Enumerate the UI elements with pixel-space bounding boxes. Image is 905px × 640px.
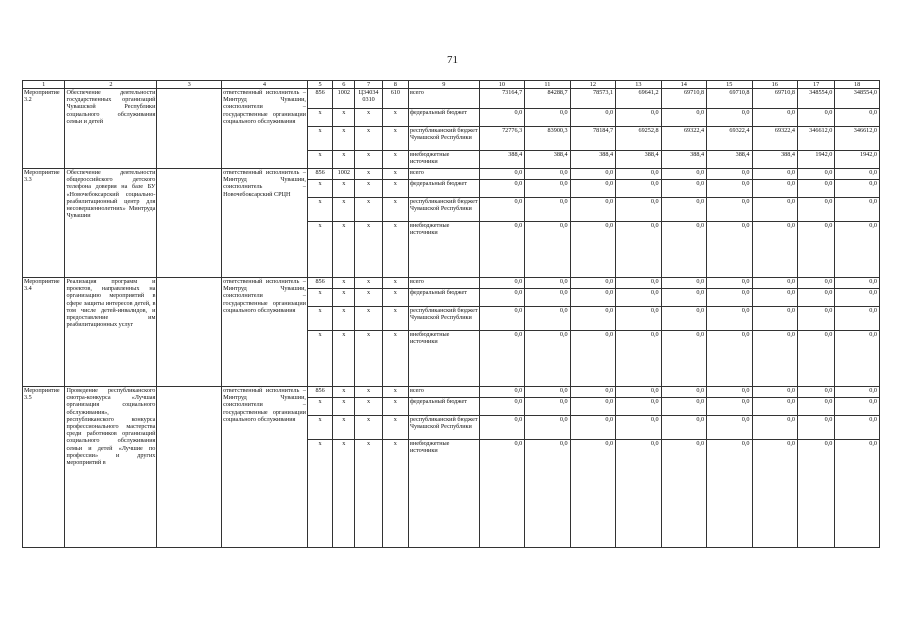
measure-executor: ответственный исполнитель – Минтруд Чувашии, соисполнители – государственные организации социального обслуживания [222,278,308,387]
year-amount: 0,0 [661,387,706,398]
code-grbs: x [307,109,332,127]
funding-source: федеральный бюджет [408,289,479,307]
year-amount: 0,0 [525,289,570,307]
year-amount: 0,0 [479,307,524,331]
column-number: 18 [835,81,880,89]
year-amount: 346612,0 [835,127,880,151]
year-amount: 348554,0 [835,89,880,109]
funding-source: всего [408,169,479,180]
code-target-article: x [355,398,382,416]
year-amount: 0,0 [797,180,834,198]
code-section: 1002 [333,89,355,109]
measure-executor: ответственный исполнитель – Минтруд Чувашии, соисполнители – государственные организации социального обслуживания [222,387,308,548]
year-amount: 0,0 [616,307,661,331]
code-grbs: x [307,398,332,416]
code-expense-group: x [382,387,408,398]
year-amount: 0,0 [835,398,880,416]
column-number: 1 [23,81,65,89]
code-grbs: x [307,416,332,440]
year-amount: 0,0 [797,198,834,222]
code-target-article: x [355,109,382,127]
year-amount: 84288,7 [525,89,570,109]
year-amount: 0,0 [752,169,797,180]
year-amount: 0,0 [616,278,661,289]
code-expense-group: x [382,416,408,440]
code-expense-group: x [382,289,408,307]
year-amount: 0,0 [797,440,834,548]
year-amount: 0,0 [525,109,570,127]
measure-executor: ответственный исполнитель – Минтруд Чувашии, соисполнитель – Новочебоксарский СРЦН [222,169,308,278]
code-expense-group: x [382,151,408,169]
code-section: x [333,109,355,127]
year-amount: 0,0 [835,440,880,548]
year-amount: 0,0 [616,331,661,387]
code-target-article: x [355,180,382,198]
funding-source: республиканский бюджет Чувашской Республики [408,416,479,440]
table-row [23,387,880,398]
year-amount: 0,0 [752,198,797,222]
year-amount: 0,0 [661,169,706,180]
table-row [23,278,880,289]
code-target-article: x [355,387,382,398]
column-number: 7 [355,81,382,89]
code-grbs: x [307,127,332,151]
measure-title: Обеспечение деятельности государственных организаций Чувашской Республики социального обслуживания семьи и детей [65,89,157,169]
column-number: 15 [707,81,752,89]
measure-col3 [157,387,222,548]
year-amount: 0,0 [707,398,752,416]
year-amount: 0,0 [479,416,524,440]
year-amount: 0,0 [835,222,880,278]
year-amount: 0,0 [525,169,570,180]
year-amount: 83900,3 [525,127,570,151]
funding-source: внебюджетные источники [408,331,479,387]
year-amount: 0,0 [616,387,661,398]
table-row [23,169,880,180]
funding-source: внебюджетные источники [408,440,479,548]
funding-source: всего [408,387,479,398]
year-amount: 0,0 [752,180,797,198]
year-amount: 0,0 [707,109,752,127]
year-amount: 0,0 [835,387,880,398]
code-grbs: x [307,440,332,548]
year-amount: 0,0 [616,416,661,440]
year-amount: 0,0 [570,416,615,440]
code-target-article: x [355,151,382,169]
code-grbs: x [307,180,332,198]
column-number: 6 [333,81,355,89]
year-amount: 388,4 [570,151,615,169]
year-amount: 0,0 [570,198,615,222]
code-grbs: x [307,151,332,169]
funding-source: федеральный бюджет [408,398,479,416]
year-amount: 0,0 [616,169,661,180]
measure-id: Мероприятие 3.5 [23,387,65,548]
code-grbs: x [307,198,332,222]
funding-source: республиканский бюджет Чувашской Республики [408,198,479,222]
year-amount: 69710,8 [661,89,706,109]
funding-source: республиканский бюджет Чувашской Республики [408,307,479,331]
year-amount: 0,0 [479,331,524,387]
year-amount: 0,0 [616,198,661,222]
year-amount: 0,0 [797,289,834,307]
code-expense-group: x [382,198,408,222]
year-amount: 0,0 [570,387,615,398]
year-amount: 0,0 [835,307,880,331]
year-amount: 0,0 [707,387,752,398]
year-amount: 0,0 [707,331,752,387]
year-amount: 1942,0 [835,151,880,169]
year-amount: 0,0 [479,109,524,127]
code-expense-group: x [382,222,408,278]
year-amount: 69322,4 [661,127,706,151]
year-amount: 0,0 [525,440,570,548]
year-amount: 0,0 [525,387,570,398]
year-amount: 0,0 [479,440,524,548]
funding-source: внебюджетные источники [408,222,479,278]
funding-source: всего [408,89,479,109]
code-target-article: x [355,440,382,548]
year-amount: 0,0 [525,416,570,440]
code-expense-group: x [382,398,408,416]
year-amount: 0,0 [661,289,706,307]
year-amount: 0,0 [616,289,661,307]
year-amount: 0,0 [797,109,834,127]
code-grbs: 856 [307,387,332,398]
year-amount: 0,0 [752,331,797,387]
column-number: 3 [157,81,222,89]
year-amount: 0,0 [835,169,880,180]
year-amount: 0,0 [835,109,880,127]
year-amount: 73164,7 [479,89,524,109]
column-number: 13 [616,81,661,89]
year-amount: 0,0 [661,331,706,387]
measure-title: Реализация программ и проектов, направленных на организацию мероприятий в сфере защиты интересов детей, в том числе детей-инвалидов, и предоставление им реабилитационных услуг [65,278,157,387]
code-target-article: x [355,289,382,307]
year-amount: 0,0 [479,222,524,278]
year-amount: 0,0 [835,180,880,198]
year-amount: 0,0 [835,278,880,289]
year-amount: 0,0 [570,180,615,198]
year-amount: 388,4 [479,151,524,169]
year-amount: 78184,7 [570,127,615,151]
year-amount: 1942,0 [797,151,834,169]
code-grbs: x [307,331,332,387]
column-number: 16 [752,81,797,89]
code-expense-group: x [382,307,408,331]
column-number: 8 [382,81,408,89]
code-target-article: x [355,222,382,278]
year-amount: 0,0 [479,278,524,289]
year-amount: 0,0 [525,180,570,198]
year-amount: 0,0 [525,331,570,387]
code-expense-group: 610 [382,89,408,109]
code-target-article: x [355,416,382,440]
year-amount: 0,0 [835,331,880,387]
year-amount: 69710,8 [707,89,752,109]
code-expense-group: x [382,169,408,180]
funding-source: республиканский бюджет Чувашской Республики [408,127,479,151]
code-target-article: Ц34034 0310 [355,89,382,109]
year-amount: 0,0 [835,416,880,440]
year-amount: 0,0 [616,440,661,548]
code-grbs: 856 [307,169,332,180]
code-section: x [333,289,355,307]
year-amount: 0,0 [707,180,752,198]
measure-executor: ответственный исполнитель – Минтруд Чувашии, соисполнители – государственные организации социального обслуживания [222,89,308,169]
year-amount: 0,0 [616,398,661,416]
year-amount: 0,0 [797,307,834,331]
year-amount: 0,0 [707,278,752,289]
column-number: 14 [661,81,706,89]
year-amount: 0,0 [661,222,706,278]
year-amount: 0,0 [570,398,615,416]
year-amount: 0,0 [570,440,615,548]
measure-id: Мероприятие 3.2 [23,89,65,169]
measure-title: Обеспечение деятельности общероссийского детского телефона доверия на базе БУ «Новочебоксарский социально-реабилитационный центр для несовершеннолетних» Минтруда Чувашии [65,169,157,278]
year-amount: 0,0 [525,398,570,416]
year-amount: 0,0 [570,289,615,307]
code-expense-group: x [382,109,408,127]
code-target-article: x [355,169,382,180]
year-amount: 0,0 [479,180,524,198]
year-amount: 0,0 [479,289,524,307]
year-amount: 0,0 [525,198,570,222]
measure-id: Мероприятие 3.4 [23,278,65,387]
year-amount: 0,0 [525,278,570,289]
year-amount: 0,0 [707,416,752,440]
year-amount: 0,0 [570,307,615,331]
year-amount: 0,0 [661,307,706,331]
year-amount: 0,0 [661,109,706,127]
year-amount: 346612,0 [797,127,834,151]
code-section: x [333,222,355,278]
code-expense-group: x [382,127,408,151]
code-expense-group: x [382,440,408,548]
year-amount: 0,0 [570,222,615,278]
year-amount: 0,0 [752,109,797,127]
measure-id: Мероприятие 3.3 [23,169,65,278]
code-expense-group: x [382,278,408,289]
code-section: x [333,151,355,169]
year-amount: 0,0 [752,222,797,278]
code-target-article: x [355,331,382,387]
year-amount: 0,0 [570,278,615,289]
year-amount: 0,0 [525,222,570,278]
year-amount: 0,0 [616,109,661,127]
measure-col3 [157,169,222,278]
year-amount: 0,0 [525,307,570,331]
measure-title: Проведение республиканского смотра-конкурса «Лучшая организация социального обслуживания», республиканского конкурса профессионального мастерства среди работников организаций социального обслуживания семьи и детей «Лучшие по профессии» и других мероприятий в [65,387,157,548]
budget-table [22,80,880,548]
funding-source: федеральный бюджет [408,180,479,198]
code-section: x [333,387,355,398]
year-amount: 388,4 [525,151,570,169]
year-amount: 0,0 [752,416,797,440]
code-section: x [333,127,355,151]
year-amount: 0,0 [835,289,880,307]
year-amount: 0,0 [797,278,834,289]
year-amount: 0,0 [570,331,615,387]
year-amount: 0,0 [661,440,706,548]
code-section: x [333,440,355,548]
year-amount: 388,4 [707,151,752,169]
year-amount: 0,0 [752,307,797,331]
year-amount: 69641,2 [616,89,661,109]
year-amount: 0,0 [570,169,615,180]
year-amount: 78573,1 [570,89,615,109]
year-amount: 0,0 [661,198,706,222]
year-amount: 0,0 [797,222,834,278]
year-amount: 0,0 [661,416,706,440]
code-grbs: x [307,289,332,307]
column-number: 11 [525,81,570,89]
year-amount: 0,0 [479,198,524,222]
column-number: 4 [222,81,308,89]
year-amount: 69322,4 [752,127,797,151]
funding-source: федеральный бюджет [408,109,479,127]
year-amount: 0,0 [707,198,752,222]
funding-source: внебюджетные источники [408,151,479,169]
year-amount: 0,0 [707,222,752,278]
year-amount: 0,0 [661,398,706,416]
table-row [23,89,880,109]
year-amount: 0,0 [661,180,706,198]
year-amount: 0,0 [752,387,797,398]
code-expense-group: x [382,180,408,198]
code-grbs: 856 [307,278,332,289]
table-body [23,89,880,548]
code-section: x [333,180,355,198]
column-number: 9 [408,81,479,89]
code-target-article: x [355,307,382,331]
code-target-article: x [355,127,382,151]
year-amount: 388,4 [616,151,661,169]
year-amount: 0,0 [797,387,834,398]
year-amount: 0,0 [479,387,524,398]
code-grbs: x [307,222,332,278]
year-amount: 0,0 [707,440,752,548]
code-grbs: x [307,307,332,331]
column-number: 17 [797,81,834,89]
year-amount: 0,0 [616,180,661,198]
year-amount: 69322,4 [707,127,752,151]
year-amount: 348554,0 [797,89,834,109]
year-amount: 72776,3 [479,127,524,151]
year-amount: 0,0 [707,307,752,331]
year-amount: 0,0 [752,278,797,289]
code-section: x [333,278,355,289]
year-amount: 69252,8 [616,127,661,151]
year-amount: 0,0 [707,169,752,180]
year-amount: 0,0 [797,169,834,180]
year-amount: 0,0 [479,398,524,416]
year-amount: 0,0 [661,278,706,289]
code-target-article: x [355,198,382,222]
code-section: x [333,416,355,440]
year-amount: 0,0 [797,331,834,387]
year-amount: 0,0 [752,398,797,416]
code-grbs: 856 [307,89,332,109]
year-amount: 0,0 [752,289,797,307]
year-amount: 388,4 [752,151,797,169]
funding-source: всего [408,278,479,289]
year-amount: 0,0 [797,398,834,416]
column-number: 12 [570,81,615,89]
column-number-row [23,81,880,89]
year-amount: 0,0 [570,109,615,127]
year-amount: 0,0 [797,416,834,440]
year-amount: 0,0 [707,289,752,307]
column-number: 10 [479,81,524,89]
column-number: 2 [65,81,157,89]
code-expense-group: x [382,331,408,387]
column-number: 5 [307,81,332,89]
code-section: x [333,331,355,387]
year-amount: 0,0 [752,440,797,548]
code-section: x [333,307,355,331]
year-amount: 69710,8 [752,89,797,109]
measure-col3 [157,89,222,169]
year-amount: 0,0 [835,198,880,222]
code-section: x [333,198,355,222]
code-section: x [333,398,355,416]
code-section: 1002 [333,169,355,180]
page-number: 71 [447,54,458,66]
year-amount: 388,4 [661,151,706,169]
year-amount: 0,0 [479,169,524,180]
code-target-article: x [355,278,382,289]
measure-col3 [157,278,222,387]
year-amount: 0,0 [616,222,661,278]
